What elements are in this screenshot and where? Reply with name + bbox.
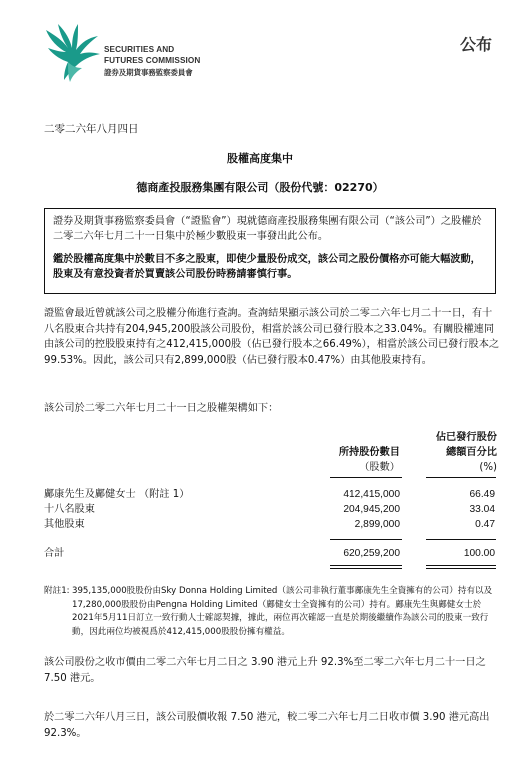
org-name-zh: 證券及期貨事務監察委員會	[104, 68, 193, 77]
total-label: 合計	[44, 548, 65, 559]
org-name-en-line2: FUTURES COMMISSION	[104, 55, 201, 65]
paragraph-latest-price: 於二零二六年八月三日，該公司股價收報 7.50 港元，較二零二六年七月二日收市價 3.90 港元高出 92.3%。	[44, 712, 490, 739]
table-row	[44, 503, 497, 517]
total-shares: 620,259,200	[343, 548, 400, 559]
notice-box	[44, 208, 496, 294]
table-row	[44, 488, 497, 502]
total-percent: 100.00	[463, 548, 495, 559]
total-rule-percent	[426, 565, 496, 566]
paragraph-price-rise: 該公司股份之收市價由二零二六年七月二日之 3.90 港元上升 92.3%至二零二六年七月二十一日之 7.50 港元。	[44, 657, 486, 684]
header-rule-shares	[330, 477, 402, 478]
org-name-en	[104, 45, 200, 66]
shares-held: 412,415,000	[343, 489, 400, 500]
subtotal-rule-shares	[330, 539, 402, 540]
notice-warning: 鑑於股權高度集中於數目不多之股東，即使少量股份成交，該公司之股份價格亦可能大幅波動，股東及有意投資者於買賣該公司股份時務請審慎行事。	[53, 254, 481, 280]
col-shares-header: 所持股份數目	[338, 447, 400, 458]
percent-held: 33.04	[469, 504, 495, 515]
col-percent-header-line2: 總額百分比	[446, 447, 497, 458]
bird-emblem-icon	[42, 22, 104, 84]
table-total-row	[44, 547, 497, 561]
holder-name: 其他股東	[44, 519, 85, 530]
org-name-en-line1: SECURITIES AND	[104, 45, 175, 54]
paragraph-inquiry-result: 證監會最近曾就該公司之股權分佈進行查詢。查詢結果顯示該公司於二零二六年七月二十一日，有十八名股東合共持有204,945,200股該公司股份，相當於該公司已發行股本之33.04%。有關股權連同由該公司的控股股東持有之412,415,000股（佔已發行股本之66.49%），相當於該公司已發行股本之99.53%。因此，該公司只有2,899,000股（佔已發行股本0.47%）由其他股東持有。	[44, 308, 500, 366]
percent-held: 66.49	[469, 489, 495, 500]
col-shares-subheader: （股數）	[359, 462, 400, 473]
footnote-label: 附註1:	[44, 586, 70, 596]
notice-intro: 證券及期貨事務監察委員會（“證監會”）現就德商產投服務集團有限公司（“該公司”）之股權於二零二六年七月二十一日集中於極少數股東一事發出此公布。	[53, 216, 482, 242]
header-rule-percent	[426, 477, 496, 478]
document-title: 股權高度集中	[227, 152, 293, 165]
total-double-rule-percent	[426, 568, 496, 569]
shares-held: 204,945,200	[343, 504, 400, 515]
company-line: 德商產投服務集團有限公司（股份代號：02270）	[136, 181, 384, 194]
total-rule-shares	[330, 565, 402, 566]
footnote-body: 395,135,000股股份由Sky Donna Holding Limited（該公司非執行董事鄺康先生全資擁有的公司）持有以及17,280,000股股份由Pengna Holding Limited（鄺健女士全資擁有的公司）持有。鄺康先生與鄺健女士於2021年5月11日訂立一致行動人士確認契據，據此，兩位再次確認一直是於期後繼續作為該公司的股東一致行動，因此兩位均被視爲於412,415,000股股份擁有權益。	[72, 586, 493, 637]
subtotal-rule-percent	[426, 539, 496, 540]
total-double-rule-shares	[330, 568, 402, 569]
publication-label: 公布	[459, 35, 492, 54]
col-percent-subheader: (%)	[479, 462, 497, 473]
table-row	[44, 518, 497, 532]
col-percent-header-line1: 佔已發行股份	[435, 432, 497, 443]
publication-date: 二零二六年八月四日	[44, 123, 139, 135]
shares-held: 2,899,000	[354, 519, 400, 530]
paragraph-table-intro: 該公司於二零二六年七月二十一日之股權架構如下：	[44, 403, 279, 414]
percent-held: 0.47	[475, 519, 495, 530]
sfc-logo	[42, 22, 104, 88]
holder-name: 鄺康先生及鄺健女士 （附註 1）	[44, 489, 190, 500]
holder-name: 十八名股東	[44, 504, 95, 515]
